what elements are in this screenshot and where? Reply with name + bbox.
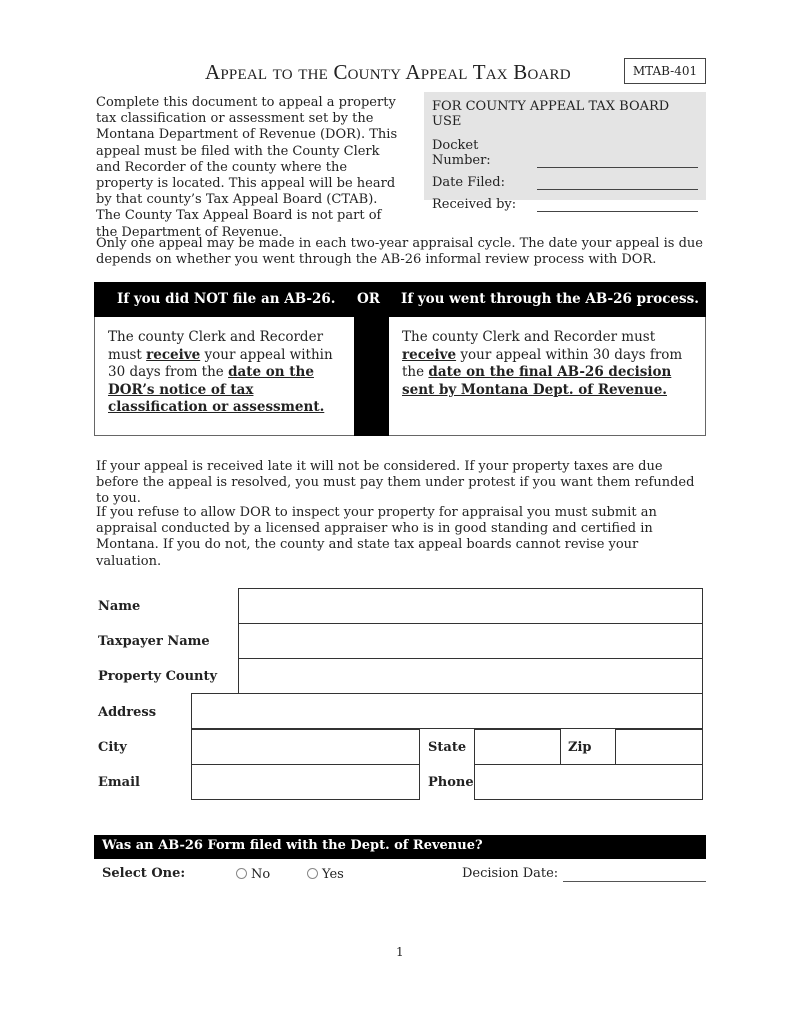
property-county-label: Property County [98, 669, 218, 684]
options-header [94, 282, 706, 317]
form-number: MTAB-401 [624, 58, 706, 84]
address-label: Address [98, 705, 157, 720]
radio-no[interactable]: No [236, 867, 270, 882]
right-option-heading: If you went through the AB-26 process. [401, 291, 699, 307]
ab26-question-bar: Was an AB-26 Form filed with the Dept. of Revenue? [94, 835, 706, 859]
name-label: Name [98, 599, 141, 614]
city-input[interactable] [191, 729, 420, 765]
taxpayer-name-input[interactable] [238, 623, 703, 659]
decision-date-field[interactable] [563, 881, 706, 882]
select-one-label: Select One: [102, 866, 186, 881]
state-input[interactable] [474, 729, 561, 765]
options-boxes [94, 317, 706, 436]
inspection-text: If you refuse to allow DOR to inspect your property for appraisal you must submit an appraisal conducted by a licensed appraiser who is in good standing and certified in Montana. If you do not, the county and state tax appeal boards cannot revise your valuation. [96, 505, 657, 569]
right-option-text: The county Clerk and Recorder must receive your appeal within 30 days from the date on the final AB-26 decision sent by Montana Dept. of Revenue. [402, 329, 683, 398]
zip-label: Zip [568, 740, 592, 755]
radio-circle-icon[interactable] [307, 868, 318, 879]
date-filed-label: Date Filed: [432, 175, 505, 190]
docket-label: Docket Number: [432, 138, 491, 168]
email-input[interactable] [191, 764, 420, 800]
name-input[interactable] [238, 588, 703, 624]
received-by-field[interactable] [537, 200, 698, 212]
late-appeal-text: If your appeal is received late it will not be considered. If your property taxes are due before the appeal is resolved, you must pay them under protest if you want them refunded to you. [96, 459, 695, 507]
left-option-heading: If you did NOT file an AB-26. [117, 291, 336, 307]
or-label: OR [357, 291, 380, 307]
page-title: Appeal to the County Appeal Tax Board [205, 60, 571, 84]
phone-label: Phone [428, 775, 474, 790]
decision-date-label: Decision Date: [462, 866, 559, 881]
phone-input[interactable] [474, 764, 703, 800]
zip-input[interactable] [615, 729, 703, 765]
left-option-text: The county Clerk and Recorder must receive your appeal within 30 days from the date on the DOR’s notice of tax classification or assessment. [108, 329, 333, 415]
page-number: 1 [396, 945, 404, 959]
state-label: State [428, 740, 467, 755]
board-use-box [424, 92, 706, 212]
appeal-cycle-text: Only one appeal may be made in each two-year appraisal cycle. The date your appeal is due depends on whether you went through the AB-26 informal review process with DOR. [96, 236, 703, 268]
address-input[interactable] [191, 693, 703, 729]
board-use-title: FOR COUNTY APPEAL TAX BOARD USE [432, 99, 670, 129]
taxpayer-name-label: Taxpayer Name [98, 634, 210, 649]
property-county-input[interactable] [238, 658, 703, 694]
radio-circle-icon[interactable] [236, 868, 247, 879]
docket-field[interactable] [537, 156, 698, 168]
received-by-label: Received by: [432, 197, 517, 212]
radio-yes[interactable]: Yes [307, 867, 344, 882]
city-label: City [98, 740, 127, 755]
date-filed-field[interactable] [537, 178, 698, 190]
intro-text: Complete this document to appeal a property tax classification or assessment set by the Montana Department of Revenue (DOR). This appeal must be filed with the County Clerk and Recorder of the county where the property is located. This appeal will be heard by that county’s Tax Appeal Board (CTAB). The County Tax Appeal Board is not part of the Department of Revenue. [96, 95, 398, 240]
email-label: Email [98, 775, 140, 790]
divider-column [354, 317, 389, 436]
